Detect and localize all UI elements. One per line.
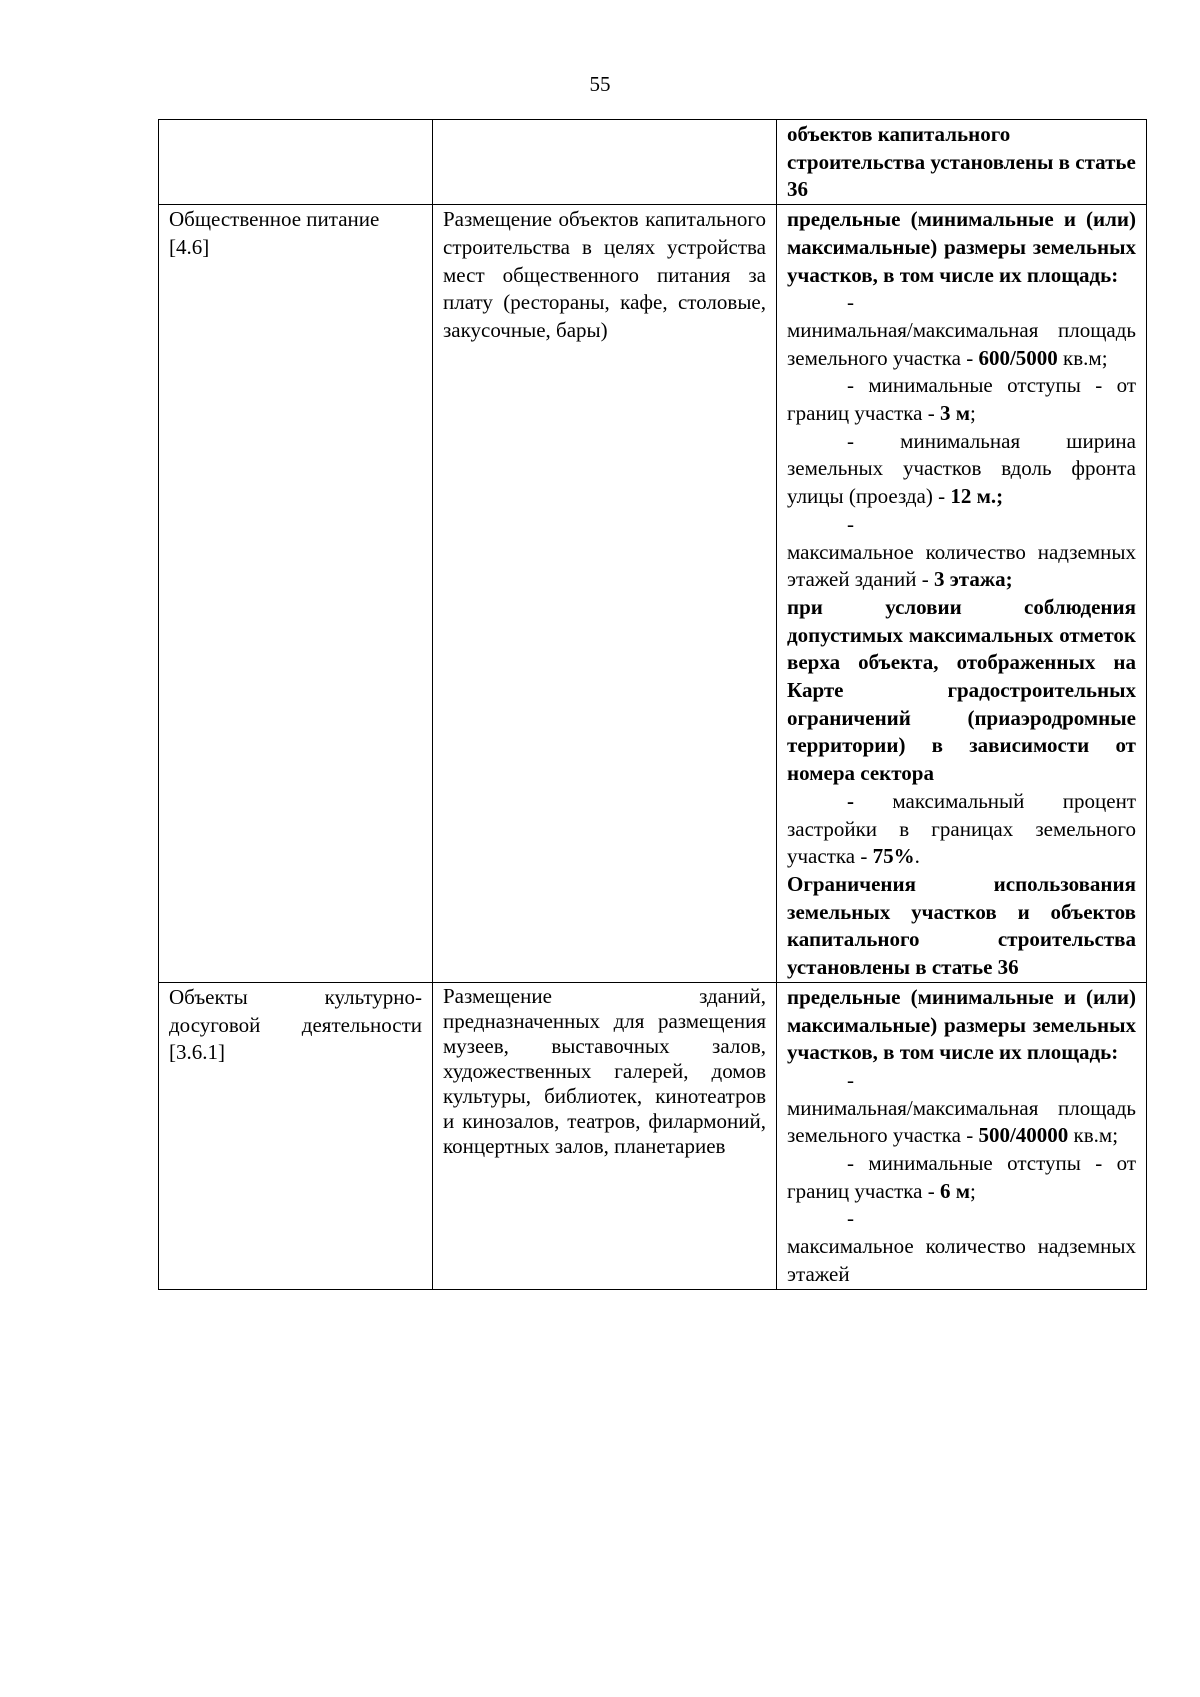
params-continuation: объектов капитального строительства установлены в статье 36 xyxy=(787,122,1136,202)
params-header: предельные (минимальные и (или) максимальные) размеры земельных участков, в том числе их площадь: xyxy=(787,984,1136,1065)
use-description: Размещение объектов капитального строительства в целях устройства мест общественного питания за плату (рестораны, кафе, столовые, закусочные, бары) xyxy=(443,207,766,342)
params-header: предельные (минимальные и (или) максимальные) размеры земельных участков, в том числе их площадь: xyxy=(787,207,1136,287)
use-code: [4.6] xyxy=(169,234,210,259)
param-floors-condition: при условии соблюдения допустимых максимальных отметок верха объекта, отображенных на Карте градостроительных ограничений (приаэродромные территории) в зависимости от номера сектора xyxy=(787,594,1136,786)
cell-description xyxy=(433,982,777,1289)
cell-params xyxy=(777,120,1147,205)
param-restrictions: Ограничения использования земельных участков и объектов капитального строительства установлены в статье 36 xyxy=(787,871,1136,980)
use-name: Объекты культурно-досуговой деятельности [3.6.1] xyxy=(169,984,422,1065)
cell-params: предельные (минимальные и (или) максимальные) размеры земельных участков, в том числе их площадь: - минимальная/максимальная площадь земельного участка - 500/40000 кв.м; - минимальные отступы - от границ участка - 6 м; - максимальное количество надземных этажей xyxy=(777,982,1147,1289)
page-number: 55 xyxy=(589,72,611,96)
cell-description xyxy=(433,120,777,205)
param-coverage: - максимальный процент застройки в границах земельного участка - 75%. xyxy=(787,788,1136,869)
param-setback: - минимальные отступы - от границ участка - 6 м; xyxy=(787,1151,1136,1203)
cell-use xyxy=(159,982,433,1289)
use-description: Размещение зданий, предназначенных для размещения музеев, выставочных залов, художественных галерей, домов культуры, библиотек, кинотеатров и кинозалов, театров, филармоний, концертных залов, планетариев xyxy=(443,983,766,1158)
param-setback: - минимальные отступы - от границ участка - 3 м; xyxy=(787,373,1136,426)
table-row xyxy=(159,982,1147,1289)
use-name: Общественное питание xyxy=(169,207,380,232)
param-floors: максимальное количество надземных этажей xyxy=(787,1234,1136,1286)
param-area: минимальная/максимальная площадь земельного участка - 500/40000 кв.м; xyxy=(787,1095,1136,1148)
cell-use xyxy=(159,120,433,205)
cell-params: предельные (минимальные и (или) максимальные) размеры земельных участков, в том числе их площадь: - минимальная/максимальная площадь земельного участка - 600/5000 кв.м; - минимальные отступы - от границ участка - 3 м; - минимальная ширина земельных участков вдоль фронта улицы (проезда) - 12 м.; - максимальное количество надземных этажей зданий - 3 этажа; при условии соблюдения допустимых максимальных отметок верха объекта, отображенных на Карте градостроительных ограничений (приаэродромные территории) в зависимости от номера сектора - максимальный процент застройки в границах земельного участка - 75%. Ограничения использования земельных участков и объектов капитального строительства установлены в статье 36 xyxy=(777,205,1147,983)
table-row xyxy=(159,205,1147,983)
param-floors: максимальное количество надземных этажей зданий - 3 этажа; xyxy=(787,539,1136,592)
table-row xyxy=(159,120,1147,205)
zoning-table xyxy=(158,119,1147,1290)
cell-use xyxy=(159,205,433,983)
cell-description xyxy=(433,205,777,983)
param-width: - минимальная ширина земельных участков вдоль фронта улицы (проезда) - 12 м.; xyxy=(787,428,1136,509)
param-area: минимальная/максимальная площадь земельного участка - 600/5000 кв.м; xyxy=(787,317,1136,370)
